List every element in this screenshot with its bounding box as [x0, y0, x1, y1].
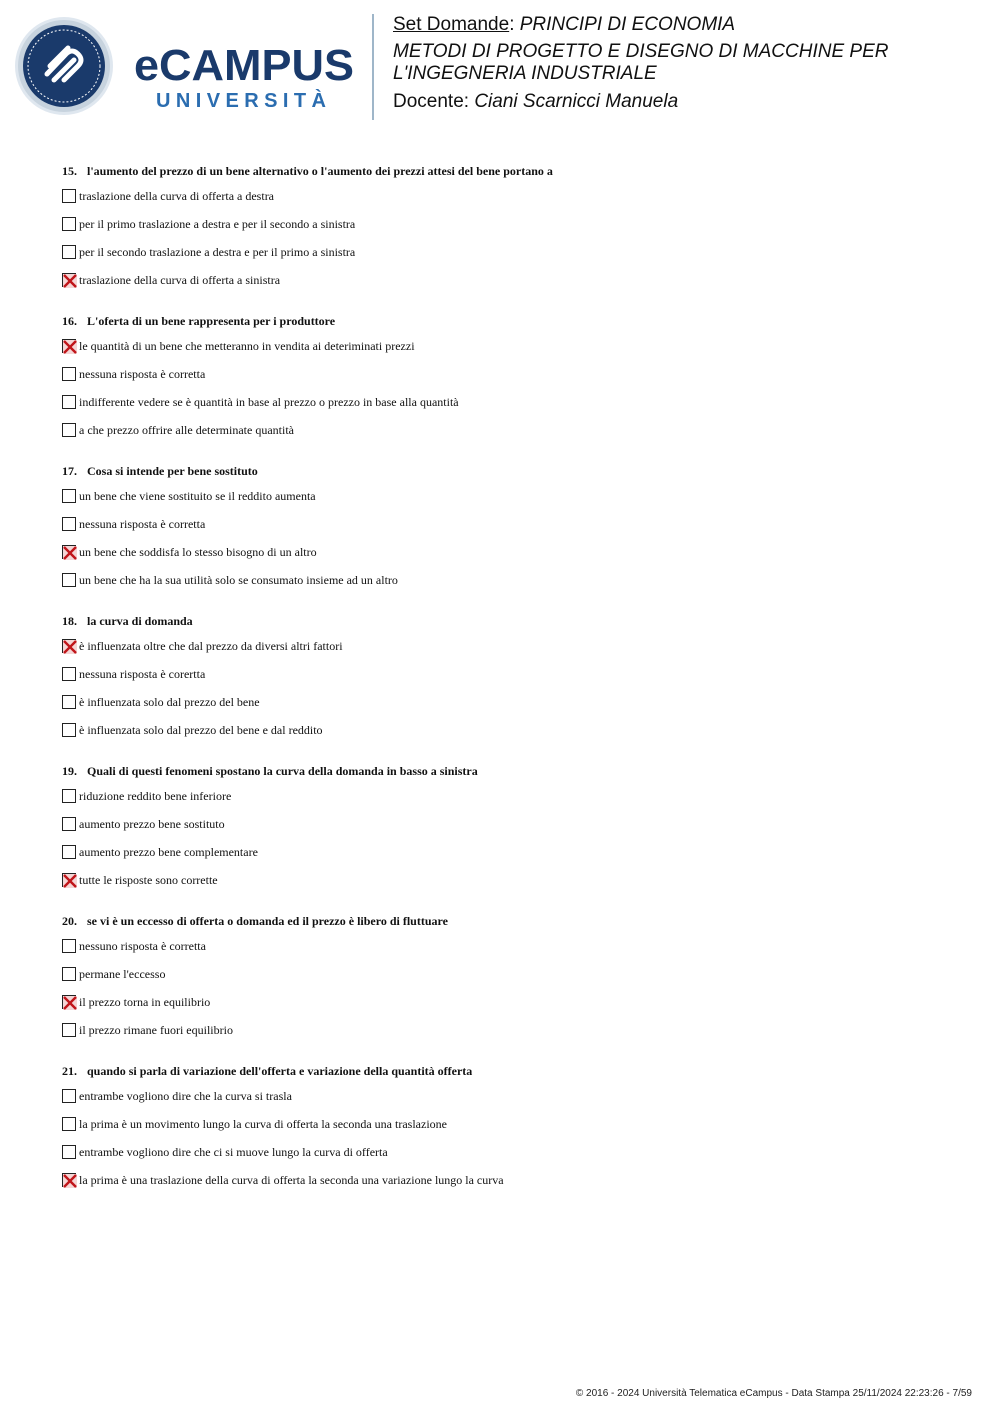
course-title-line — [393, 14, 983, 36]
checkbox — [62, 845, 76, 859]
answer-option — [62, 510, 962, 538]
checkbox — [62, 723, 76, 737]
set-separator: : — [509, 14, 520, 35]
ecampus-wordmark — [134, 40, 356, 115]
question-text: l'aumento del prezzo di un bene alternativo o l'aumento dei prezzi attesi del bene portano a — [87, 164, 553, 178]
teacher-name: Ciani Scarnicci Manuela — [474, 91, 679, 112]
answer-option — [62, 1166, 962, 1194]
question-number: 15. — [62, 164, 77, 178]
course-secondary-line1: METODI DI PROGETTO E DISEGNO DI MACCHINE PER — [393, 41, 889, 62]
cross-mark-icon — [62, 273, 78, 289]
question-text: Quali di questi fenomeni spostano la curva della domanda in basso a sinistra — [87, 764, 478, 778]
logo-subtitle: UNIVERSITÀ — [156, 90, 326, 112]
answer-option — [62, 716, 962, 744]
question-block — [62, 310, 962, 444]
answer-option — [62, 632, 962, 660]
answer-text: per il secondo traslazione a destra e per il primo a sinistra — [79, 244, 356, 259]
answer-text: riduzione reddito bene inferiore — [79, 788, 232, 803]
answer-option — [62, 866, 962, 894]
question-block — [62, 760, 962, 894]
answer-option — [62, 1082, 962, 1110]
checkbox — [62, 423, 76, 437]
answer-text: nessuno risposta è corretta — [79, 938, 206, 953]
answer-text: la prima è una traslazione della curva di offerta la seconda una variazione lungo la curva — [79, 1172, 504, 1187]
question-title — [62, 1060, 962, 1082]
course-primary: PRINCIPI DI ECONOMIA — [519, 14, 736, 35]
question-text: se vi è un eccesso di offerta o domanda ed il prezzo è libero di fluttuare — [87, 914, 448, 928]
set-label: Set Domande — [393, 14, 510, 35]
checkbox — [62, 395, 76, 409]
answer-text: entrambe vogliono dire che ci si muove lungo la curva di offerta — [79, 1144, 388, 1159]
checkbox — [62, 489, 76, 503]
page-footer: © 2016 - 2024 Università Telematica eCampus - Data Stampa 25/11/2024 22:23:26 - 7/59 — [575, 1388, 972, 1399]
answer-text: le quantità di un bene che metteranno in vendita ai deteriminati prezzi — [79, 338, 415, 353]
checkbox — [62, 367, 76, 381]
answer-option — [62, 566, 962, 594]
question-number: 19. — [62, 764, 77, 778]
question-text: la curva di domanda — [87, 614, 193, 628]
cross-mark-icon — [62, 995, 78, 1011]
answer-option — [62, 332, 962, 360]
ecampus-seal-logo — [14, 16, 114, 116]
cross-mark-icon — [62, 1173, 78, 1189]
answer-option — [62, 538, 962, 566]
question-block — [62, 910, 962, 1044]
question-number: 18. — [62, 614, 77, 628]
checked-checkbox — [62, 995, 76, 1009]
checked-checkbox — [62, 339, 76, 353]
checkbox — [62, 1023, 76, 1037]
checkbox — [62, 245, 76, 259]
question-block — [62, 1060, 962, 1194]
answer-option — [62, 360, 962, 388]
answer-text: il prezzo rimane fuori equilibrio — [79, 1022, 233, 1037]
checkbox — [62, 695, 76, 709]
answer-option — [62, 988, 962, 1016]
answer-option — [62, 266, 962, 294]
checkbox — [62, 1117, 76, 1131]
cross-mark-icon — [62, 639, 78, 655]
answer-option — [62, 932, 962, 960]
question-block — [62, 610, 962, 744]
checked-checkbox — [62, 873, 76, 887]
question-text: quando si parla di variazione dell'offerta e variazione della quantità offerta — [87, 1064, 473, 1078]
question-number: 20. — [62, 914, 77, 928]
answer-text: entrambe vogliono dire che la curva si trasla — [79, 1088, 292, 1103]
teacher-label: Docente: — [393, 91, 475, 112]
cross-mark-icon — [62, 545, 78, 561]
question-number: 17. — [62, 464, 77, 478]
answer-text: tutte le risposte sono corrette — [79, 872, 218, 887]
answer-text: è influenzata solo dal prezzo del bene — [79, 694, 260, 709]
answer-option — [62, 810, 962, 838]
checkbox — [62, 1145, 76, 1159]
answer-text: è influenzata solo dal prezzo del bene e dal reddito — [79, 722, 323, 737]
logo-name: eCAMPUS — [134, 41, 354, 90]
checkbox — [62, 573, 76, 587]
answer-text: traslazione della curva di offerta a sinistra — [79, 272, 281, 287]
question-block — [62, 460, 962, 594]
question-block — [62, 160, 962, 294]
checkbox — [62, 189, 76, 203]
checkbox — [62, 939, 76, 953]
answer-text: per il primo traslazione a destra e per il secondo a sinistra — [79, 216, 356, 231]
question-title — [62, 160, 962, 182]
answer-option — [62, 388, 962, 416]
answer-option — [62, 1110, 962, 1138]
header-info — [393, 14, 983, 113]
answer-option — [62, 1016, 962, 1044]
question-title — [62, 760, 962, 782]
checkbox — [62, 517, 76, 531]
question-text: L'oferta di un bene rappresenta per i produttore — [87, 314, 336, 328]
checked-checkbox — [62, 273, 76, 287]
answer-option — [62, 1138, 962, 1166]
question-number: 21. — [62, 1064, 77, 1078]
answer-text: permane l'eccesso — [79, 966, 166, 981]
answer-option — [62, 416, 962, 444]
checkbox — [62, 967, 76, 981]
answer-text: nessuna risposta è corretta — [79, 366, 206, 381]
answer-text: a che prezzo offrire alle determinate quantità — [79, 422, 294, 437]
teacher-line — [393, 91, 983, 113]
question-title — [62, 460, 962, 482]
answer-option — [62, 182, 962, 210]
question-title — [62, 610, 962, 632]
checkbox — [62, 789, 76, 803]
answer-text: indifferente vedere se è quantità in base al prezzo o prezzo in base alla quantità — [79, 394, 459, 409]
course-secondary-line2: L'INGEGNERIA INDUSTRIALE — [393, 63, 657, 84]
answer-text: è influenzata oltre che dal prezzo da diversi altri fattori — [79, 638, 343, 653]
answer-text: un bene che viene sostituito se il reddito aumenta — [79, 488, 316, 503]
answer-option — [62, 210, 962, 238]
checkbox — [62, 817, 76, 831]
checked-checkbox — [62, 1173, 76, 1187]
answer-text: il prezzo torna in equilibrio — [79, 994, 211, 1009]
question-text: Cosa si intende per bene sostituto — [87, 464, 258, 478]
cross-mark-icon — [62, 339, 78, 355]
question-list — [62, 160, 962, 1210]
checked-checkbox — [62, 545, 76, 559]
answer-text: traslazione della curva di offerta a destra — [79, 188, 275, 203]
question-title — [62, 910, 962, 932]
answer-text: aumento prezzo bene complementare — [79, 844, 258, 859]
answer-option — [62, 660, 962, 688]
answer-text: nessuna risposta è corretta — [79, 516, 206, 531]
answer-option — [62, 688, 962, 716]
answer-option — [62, 238, 962, 266]
page-header — [0, 0, 1000, 130]
answer-option — [62, 782, 962, 810]
question-title — [62, 310, 962, 332]
answer-text: un bene che soddisfa lo stesso bisogno di un altro — [79, 544, 317, 559]
answer-option — [62, 838, 962, 866]
cross-mark-icon — [62, 873, 78, 889]
answer-text: nessuna risposta è corertta — [79, 666, 206, 681]
answer-text: aumento prezzo bene sostituto — [79, 816, 225, 831]
header-divider — [372, 14, 374, 120]
checked-checkbox — [62, 639, 76, 653]
answer-text: la prima è un movimento lungo la curva di offerta la seconda una traslazione — [79, 1116, 447, 1131]
checkbox — [62, 667, 76, 681]
answer-option — [62, 482, 962, 510]
answer-text: un bene che ha la sua utilità solo se consumato insieme ad un altro — [79, 572, 398, 587]
checkbox — [62, 1089, 76, 1103]
question-number: 16. — [62, 314, 77, 328]
answer-option — [62, 960, 962, 988]
checkbox — [62, 217, 76, 231]
